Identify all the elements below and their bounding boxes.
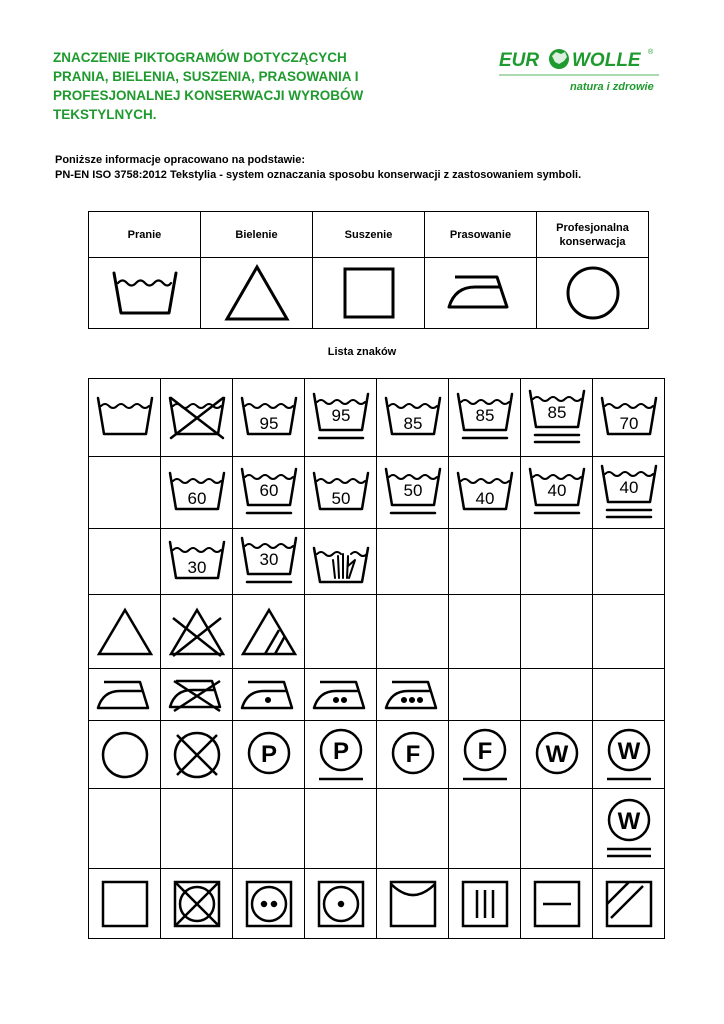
wash-50-icon [305,457,377,529]
dry-clean-p-gentle-icon [305,721,377,789]
category-label-bielenie: Bielenie [201,212,313,258]
tumble-dry-normal-icon [233,869,305,939]
category-table [88,211,649,329]
wash-95-gentle-icon [305,379,377,457]
category-label-prasowanie: Prasowanie [425,212,537,258]
dry-clean-f-gentle-icon [449,721,521,789]
category-label-pranie: Pranie [89,212,201,258]
intro-line-1: Poniższe informacje opracowano na podstawie: [55,154,305,166]
line-dry-icon [377,869,449,939]
svg-text:EUR: EUR [499,50,540,71]
empty-cell [233,789,305,869]
svg-text:50: 50 [403,480,422,500]
svg-text:95: 95 [259,413,278,433]
wash-60-gentle-icon [233,457,305,529]
empty-cell [449,595,521,669]
dry-in-shade-icon [593,869,665,939]
empty-cell [377,595,449,669]
do-not-iron-icon [161,669,233,721]
triangle-icon [201,258,313,329]
professional-care-icon [89,721,161,789]
iron-low-icon [233,669,305,721]
wet-clean-w-very-gentle-icon [593,789,665,869]
oxygen-bleach-icon [233,595,305,669]
svg-text:70: 70 [619,413,638,433]
do-not-dry-clean-icon [161,721,233,789]
wash-40-icon [449,457,521,529]
dry-clean-p-icon [233,721,305,789]
circle-icon [537,258,649,329]
svg-text:W: W [617,737,640,765]
page-title: ZNACZENIE PIKTOGRAMÓW DOTYCZĄCYCH PRANIA, BIELENIA, SUSZENIA, PRASOWANIA I PROFESJONALNEJ KONSERWACJI WYROBÓW TEKSTYLNYCH. [53,50,364,122]
wash-85-very-gentle-icon [521,379,593,457]
wet-clean-w-icon [521,721,593,789]
table-row [89,669,665,721]
bleach-any-icon [89,595,161,669]
svg-text:95: 95 [331,405,350,425]
table-row [89,789,665,869]
empty-cell [521,669,593,721]
do-not-tumble-dry-icon [161,869,233,939]
wash-85-icon [377,379,449,457]
eurowolle-logo [495,42,663,98]
wash-70-icon [593,379,665,457]
svg-text:40: 40 [547,480,566,500]
empty-cell [377,789,449,869]
table-row [89,595,665,669]
square-icon [313,258,425,329]
tumble-dry-low-icon [305,869,377,939]
svg-text:®: ® [648,49,654,56]
category-label-profesjonalna: Profesjonalna konserwacja [537,212,649,258]
table-row [89,379,665,457]
svg-text:W: W [545,740,568,768]
washtub-icon [89,258,201,329]
empty-cell [593,595,665,669]
svg-text:P: P [260,740,277,768]
dry-flat-icon [521,869,593,939]
list-caption: Lista znaków [327,346,397,358]
table-row [89,869,665,939]
empty-cell [593,529,665,595]
drip-dry-icon [449,869,521,939]
iron-icon [425,258,537,329]
svg-text:40: 40 [475,488,494,508]
wash-30-icon [161,529,233,595]
svg-text:50: 50 [331,488,350,508]
wash-50-gentle-icon [377,457,449,529]
wash-40-gentle-icon [521,457,593,529]
wet-clean-w-gentle-icon [593,721,665,789]
empty-cell [305,595,377,669]
empty-cell [305,789,377,869]
svg-text:85: 85 [475,405,494,425]
empty-cell [89,789,161,869]
empty-cell [593,669,665,721]
empty-cell [521,529,593,595]
svg-text:40: 40 [619,477,638,497]
empty-cell [449,789,521,869]
wash-85-gentle-icon [449,379,521,457]
empty-cell [161,789,233,869]
svg-text:85: 85 [403,413,422,433]
hand-wash-icon [305,529,377,595]
svg-text:60: 60 [187,488,206,508]
empty-cell [89,529,161,595]
wash-95-icon [233,379,305,457]
svg-text:F: F [405,740,420,768]
drying-icon [89,869,161,939]
svg-text:30: 30 [259,549,278,569]
do-not-bleach-icon [161,595,233,669]
svg-text:P: P [332,737,349,765]
table-row [89,721,665,789]
table-row [89,529,665,595]
wash-30-gentle-icon [233,529,305,595]
table-row [89,457,665,529]
svg-text:85: 85 [547,402,566,422]
category-label-suszenie: Suszenie [313,212,425,258]
intro-text [55,153,581,183]
svg-text:WOLLE: WOLLE [572,50,641,71]
wash-60-icon [161,457,233,529]
empty-cell [89,457,161,529]
empty-cell [521,595,593,669]
svg-text:natura i zdrowie: natura i zdrowie [570,81,654,93]
empty-cell [449,669,521,721]
svg-text:W: W [617,807,640,835]
wash-40-very-gentle-icon [593,457,665,529]
svg-text:60: 60 [259,480,278,500]
empty-cell [377,529,449,595]
iron-medium-icon [305,669,377,721]
empty-cell [521,789,593,869]
svg-text:F: F [477,737,492,765]
wash-icon [89,379,161,457]
intro-line-2: PN-EN ISO 3758:2012 Tekstylia - system oznaczania sposobu konserwacji z zastosowaniem symboli. [55,169,582,181]
do-not-wash-icon [161,379,233,457]
iron-high-icon [377,669,449,721]
iron-icon [89,669,161,721]
symbol-grid [88,378,665,939]
dry-clean-f-icon [377,721,449,789]
svg-text:30: 30 [187,557,206,577]
empty-cell [449,529,521,595]
